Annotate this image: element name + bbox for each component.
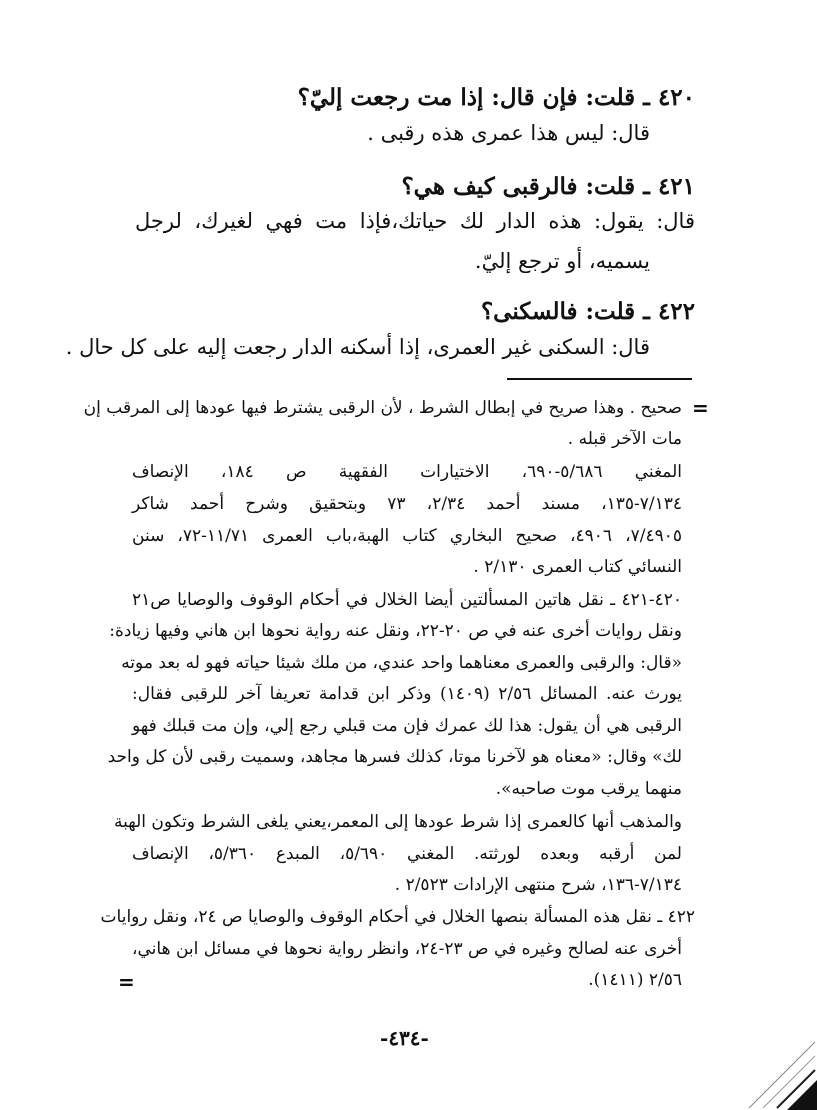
- question-421: ٤٢١ ـ قلت: فالرقبى كيف هي؟: [401, 173, 695, 200]
- footnote-422-line-3: ٢/٥٦ (١٤١١).: [588, 970, 682, 990]
- footnote-420-line-6: لك» وقال: «معناه هو لآخرنا موتا، كذلك فسرها مجاهد، وسميت رقبى لأن كل واحد: [107, 747, 682, 767]
- question-422: ٤٢٢ ـ قلت: فالسكنى؟: [480, 298, 695, 325]
- page-corner-artifact: [747, 1040, 817, 1110]
- footnote-422-line-1: ٤٢٢ ـ نقل هذه المسألة بنصها الخلال في أحكام الوقوف والوصايا ص ٢٤، ونقل روايات: [100, 907, 695, 927]
- answer-421-line-2: يسميه، أو ترجع إليّ.: [474, 249, 650, 273]
- footnote-420-line-4: يورث عنه. المسائل ٢/٥٦ (١٤٠٩) وذكر ابن قدامة تعريفا آخر للرقبى فقال:: [132, 684, 682, 704]
- answer-420: قال: ليس هذا عمرى هذه رقبى .: [367, 121, 650, 145]
- answer-422: قال: السكنى غير العمرى، إذا أسكنه الدار رجعت إليه على كل حال .: [65, 335, 650, 359]
- footnote-420-line-2: ونقل روايات أخرى عنه في ص ٢٠-٢٢، ونقل عنه رواية نحوها ابن هاني وفيها زيادة:: [109, 621, 682, 641]
- footnote-cont-line-1: صحيح . وهذا صريح في إبطال الشرط ، لأن الرقبى يشترط فيها عودها إلى المرقب إن: [83, 398, 682, 418]
- footnote-420-line-1: ٤٢٠-٤٢١ ـ نقل هاتين المسألتين أيضا الخلال في أحكام الوقوف والوصايا ص٢١: [132, 590, 682, 610]
- footnote-420-line-5: الرقبى هي أن يقول: هذا لك عمرك فإن مت قبلي رجع إلي، وإن مت قبلك فهو: [132, 716, 682, 736]
- footnote-cont-line-3: المغني ٥/٦٨٦-٦٩٠، الاختيارات الفقهية ص ١٨٤، الإنصاف: [132, 462, 682, 482]
- footnote-cont-line-5: ٧/٤٩٠٥، ٤٩٠٦، صحيح البخاري كتاب الهبة،باب العمرى ١١/٧١-٧٢، سنن: [132, 526, 682, 546]
- footnote-420-line-7: منهما يرقب موت صاحبه».: [495, 779, 682, 799]
- footnote-cont-line-2: مات الآخر قبله .: [567, 429, 682, 449]
- answer-421-line-1: قال: يقول: هذه الدار لك حياتك،فإذا مت فهي لغيرك، لرجل: [135, 209, 695, 233]
- footnote-422-line-2: أخرى عنه لصالح وغيره في ص ٢٣-٢٤، وانظر رواية نحوها في مسائل ابن هاني،: [132, 939, 682, 959]
- end-continuation-mark: =: [118, 970, 135, 994]
- footnote-cont-line-6: النسائي كتاب العمرى ٢/١٣٠ .: [473, 557, 682, 577]
- footnote-separator: [507, 378, 692, 380]
- footnote-420-line-10: ٧/١٣٤-١٣٦، شرح منتهى الإرادات ٢/٥٢٣ .: [394, 875, 682, 895]
- question-420: ٤٢٠ ـ قلت: فإن قال: إذا مت رجعت إليّ؟: [297, 84, 695, 111]
- page-number: -٤٣٤-: [380, 1026, 429, 1050]
- footnote-cont-line-4: ٧/١٣٤-١٣٥، مسند أحمد ٢/٣٤، ٧٣ وبتحقيق وشرح أحمد شاكر: [132, 494, 682, 514]
- continuation-mark: =: [692, 396, 709, 420]
- footnote-420-line-8: والمذهب أنها كالعمرى إذا شرط عودها إلى المعمر،يعني يلغى الشرط وتكون الهبة: [113, 812, 682, 832]
- footnote-420-line-9: لمن أرقبه وبعده لورثته. المغني ٥/٦٩٠، المبدع ٥/٣٦٠، الإنصاف: [132, 844, 682, 864]
- footnote-420-line-3: «قال: والرقبى والعمرى معناهما واحد عندي، من ملك شيئا حياته فهو له بعد موته: [121, 653, 682, 673]
